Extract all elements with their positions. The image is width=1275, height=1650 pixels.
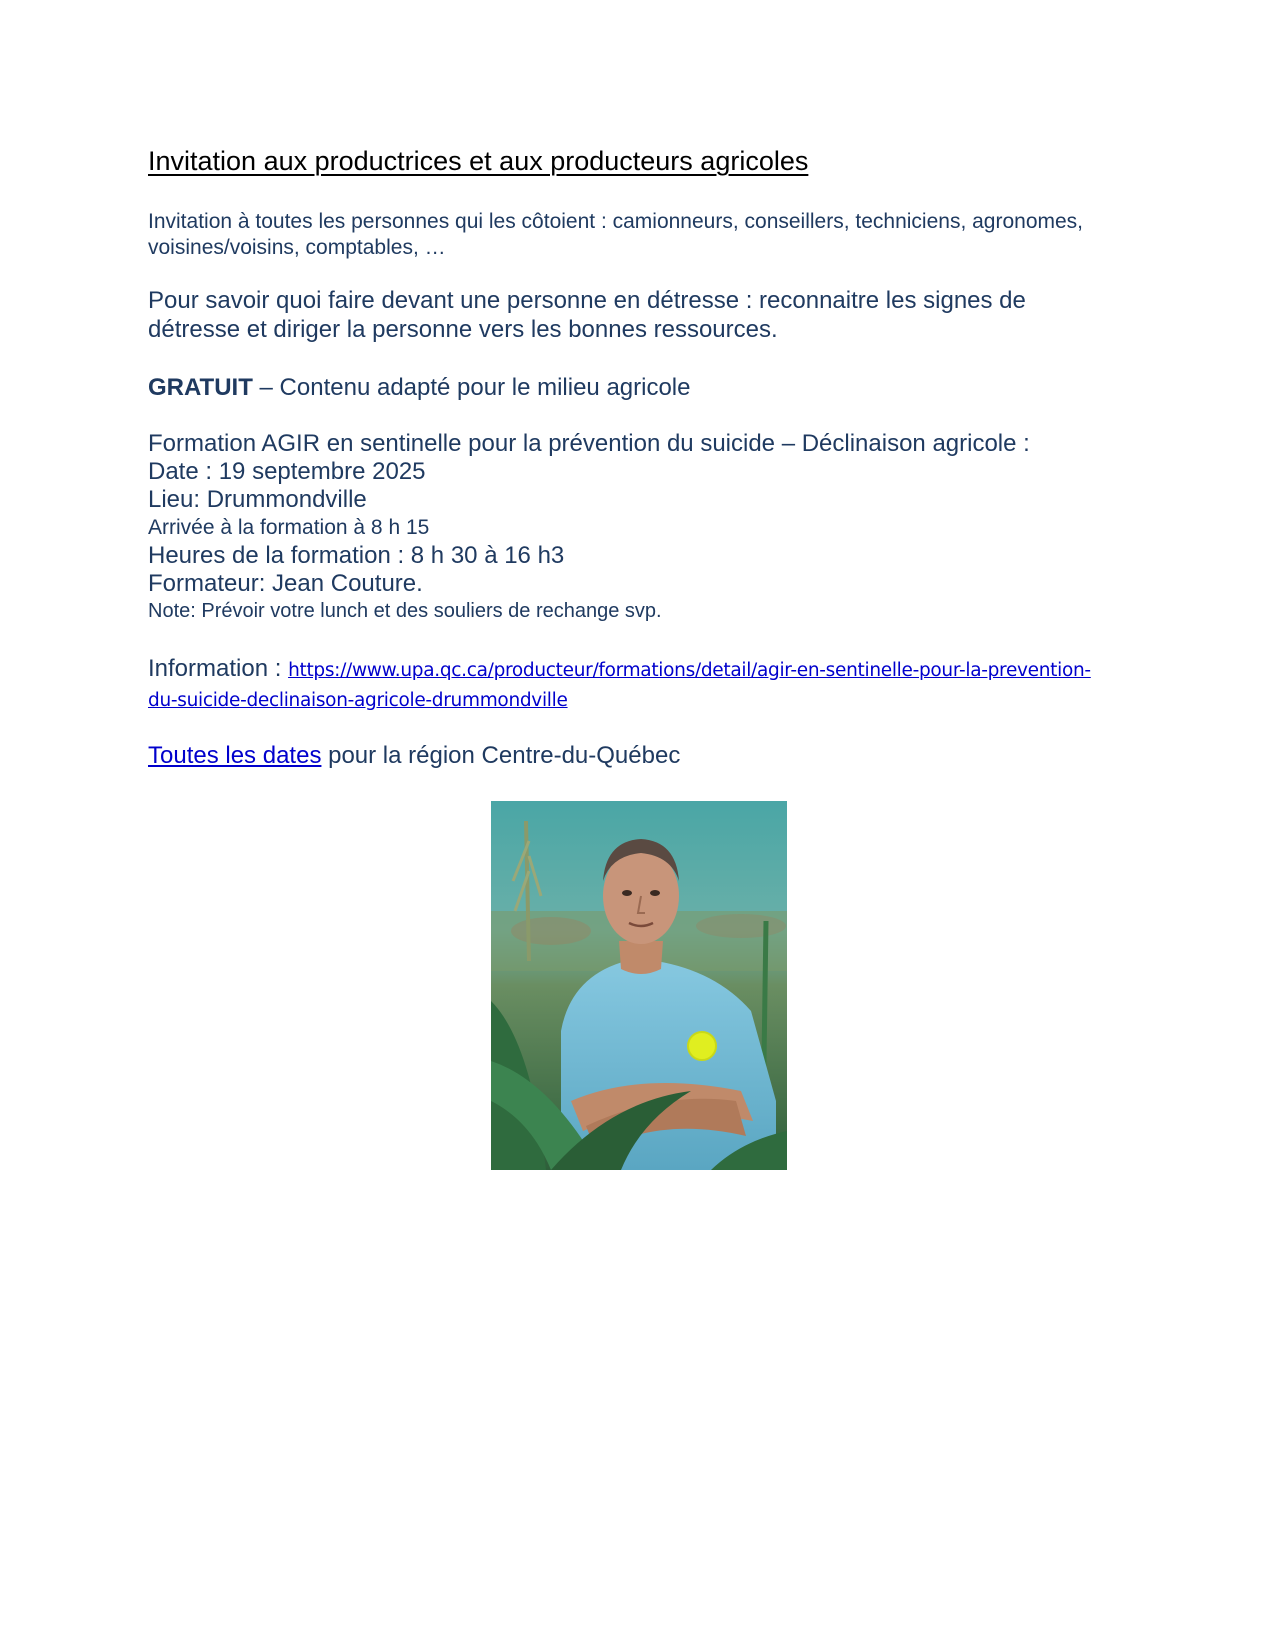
formation-note: Note: Prévoir votre lunch et des souliers de rechange svp. — [148, 600, 662, 622]
formation-title: Formation AGIR en sentinelle pour la prévention du suicide – Déclinaison agricole : — [148, 430, 1030, 457]
trainer-photo-illustration — [491, 801, 787, 1170]
formation-arrival: Arrivée à la formation à 8 h 15 — [148, 516, 430, 539]
trainer-photo — [491, 801, 787, 1170]
free-text: – Contenu adapté pour le milieu agricole — [252, 374, 691, 401]
information-line — [148, 655, 1108, 715]
purpose-paragraph: Pour savoir quoi faire devant une personne en détresse : reconnaitre les signes de détresse et diriger la personne vers les bonnes ressources. — [148, 287, 1026, 343]
information-link[interactable]: https://www.upa.qc.ca/producteur/formations/detail/agir-en-sentinelle-pour-la-prevention-du-suicide-declinaison-agricole-drummondville — [148, 660, 1091, 711]
formation-hours: Heures de la formation : 8 h 30 à 16 h3 — [148, 542, 565, 569]
all-dates-link[interactable]: Toutes les dates — [148, 742, 322, 769]
training-details — [148, 430, 1108, 625]
all-dates-text: pour la région Centre-du-Québec — [321, 742, 681, 769]
information-label: Information : — [148, 655, 289, 682]
document-title: Invitation aux productrices et aux producteurs agricoles — [148, 146, 809, 176]
free-label: GRATUIT — [148, 374, 253, 401]
all-dates-line — [148, 742, 680, 770]
free-line — [148, 373, 691, 402]
formation-date: Date : 19 septembre 2025 — [148, 458, 426, 485]
formation-location: Lieu: Drummondville — [148, 486, 367, 513]
invite-paragraph: Invitation à toutes les personnes qui les côtoient : camionneurs, conseillers, techniciens, agronomes, voisines/voisins, comptables, … — [148, 210, 1084, 259]
formation-trainer: Formateur: Jean Couture. — [148, 570, 423, 597]
